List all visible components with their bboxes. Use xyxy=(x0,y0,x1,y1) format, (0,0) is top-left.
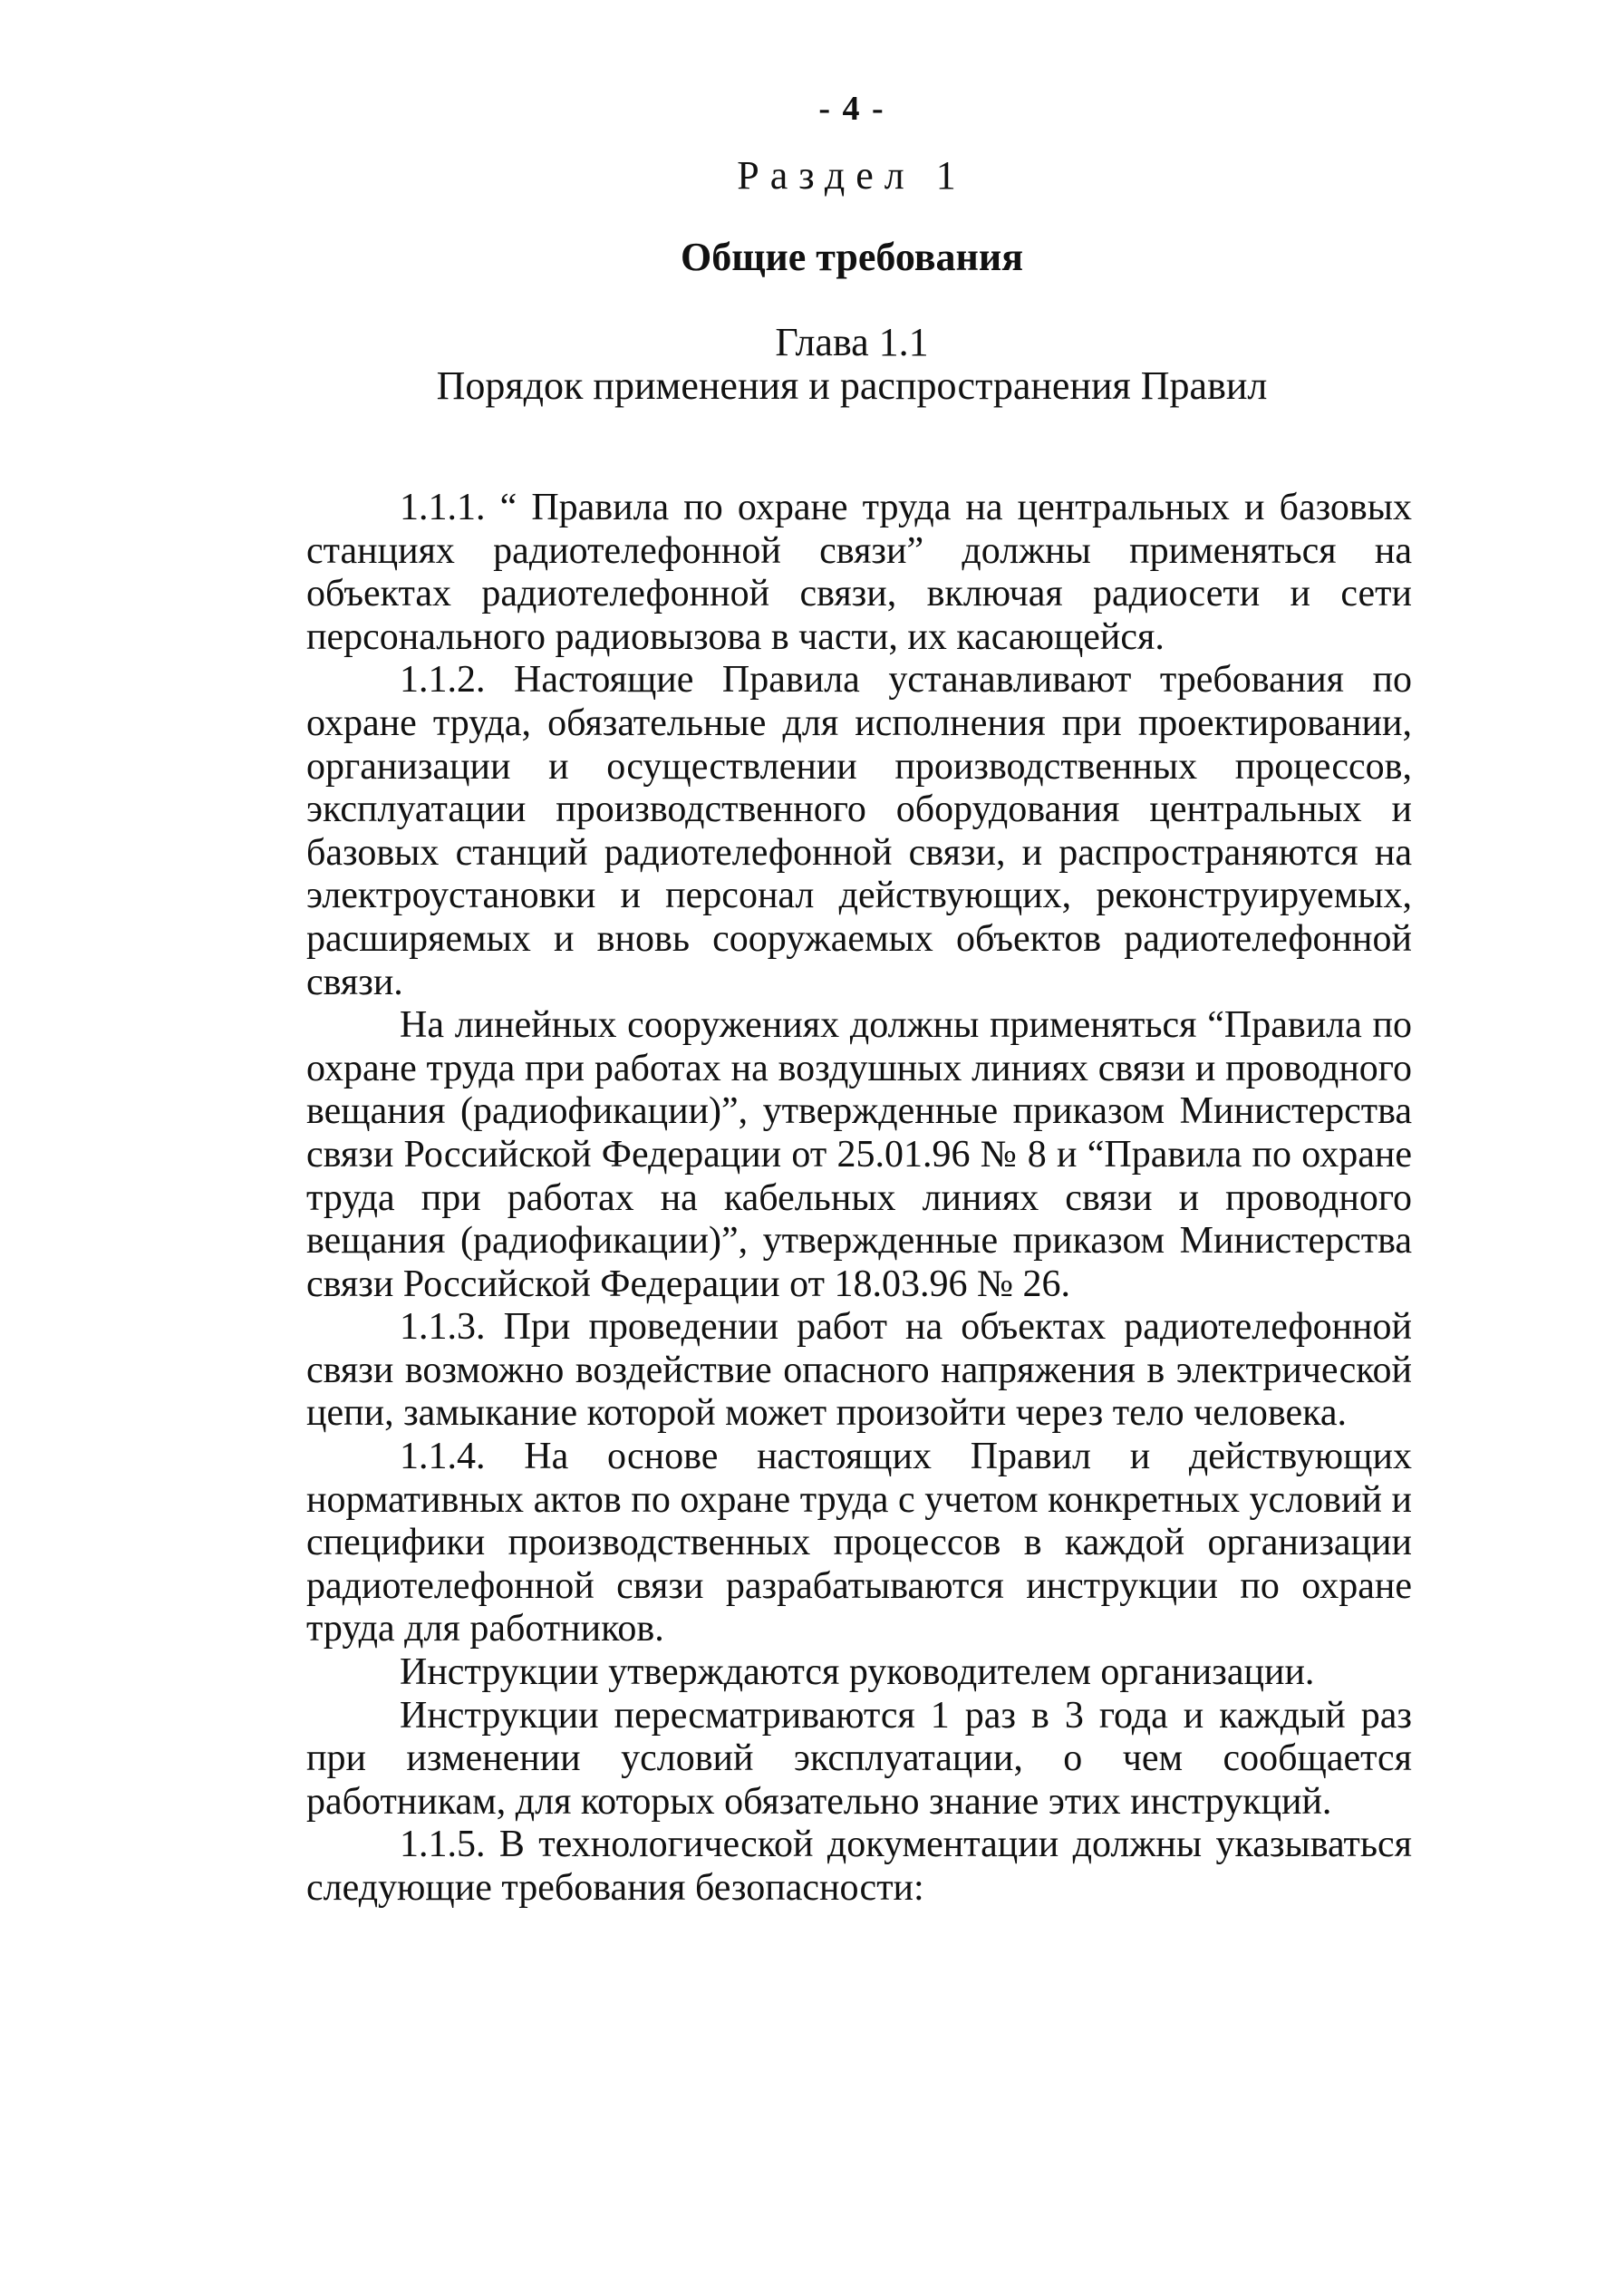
section-subtitle: Общие требования xyxy=(681,235,1023,279)
paragraph-linear-structures: На линейных сооружениях должны применяться “Правила по охране труда при работах на воздушных линиях связи и проводного вещания (радиофикации)”, утвержденные приказом Министерства связи Российской Федерации от 25.01.96 № 8 и “Правила по охране труда при работах на кабельных линиях связи и проводного вещания (радиофикации)”, утвержденные приказом Министерства связи Российской Федерации от 18.03.96 № 26. xyxy=(306,1004,1412,1305)
paragraph-instructions-approval: Инструкции утверждаются руководителем организации. xyxy=(400,1651,1315,1694)
paragraph-1-1-5: 1.1.5. В технологической документации должны указываться следующие требования безопасности: xyxy=(306,1824,1412,1909)
chapter-title: Глава 1.1 xyxy=(775,320,929,364)
section-title: Раздел 1 xyxy=(737,153,967,198)
paragraph-instructions-review: Инструкции пересматриваются 1 раз в 3 года и каждый раз при изменении условий эксплуатации, о чем сообщается работникам, для которых обязательно знание этих инструкций. xyxy=(306,1694,1412,1823)
paragraph-1-1-3: 1.1.3. При проведении работ на объектах радиотелефонной связи возможно воздействие опасного напряжения в электрической цепи, замыкание которой может произойти через тело человека. xyxy=(306,1306,1412,1435)
body-text xyxy=(306,487,1412,1911)
paragraph-1-1-1: 1.1.1. “ Правила по охране труда на центральных и базовых станциях радиотелефонной связи” должны применяться на объектах радиотелефонной связи, включая радиосети и сети персонального радиовызова в части, их касающейся. xyxy=(306,487,1412,658)
paragraph-1-1-4: 1.1.4. На основе настоящих Правил и действующих нормативных актов по охране труда с учетом конкретных условий и специфики производственных процессов в каждой организации радиотелефонной связи разрабатываются инструкции по охране труда для работников. xyxy=(306,1436,1412,1650)
paragraph-1-1-2: 1.1.2. Настоящие Правила устанавливают требования по охране труда, обязательные для исполнения при проектировании, организации и осуществлении производственных процессов, эксплуатации производственного оборудования центральных и базовых станций радиотелефонной связи, и распространяются на электроустановки и персонал действующих, реконструируемых, расширяемых и вновь сооружаемых объектов радиотелефонной связи. xyxy=(306,659,1412,1003)
page-number: - 4 - xyxy=(818,90,885,128)
chapter-subtitle: Порядок применения и распространения Правил xyxy=(436,363,1268,408)
